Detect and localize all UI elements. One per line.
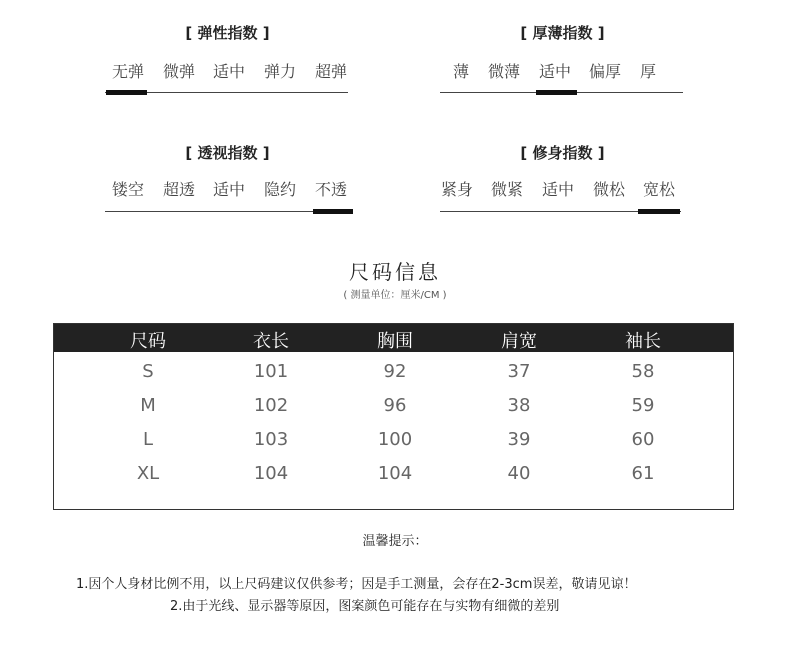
table-cell: 103	[253, 429, 289, 450]
table-cell: 39	[507, 429, 531, 450]
fit-option: 微松	[592, 180, 626, 199]
table-cell: 92	[383, 361, 407, 382]
fit-option: 紧身	[440, 180, 474, 199]
transparency-index	[105, 143, 350, 199]
table-cell: 60	[631, 429, 655, 450]
thickness-option: 厚	[639, 62, 657, 81]
table-row	[54, 361, 733, 385]
transparency-index-title: [ 透视指数 ]	[185, 144, 270, 162]
thickness-option: 微薄	[487, 62, 521, 81]
table-row	[54, 463, 733, 487]
table-row	[54, 395, 733, 419]
table-cell: 37	[507, 361, 531, 382]
elasticity-selected-marker	[106, 90, 147, 95]
tips-title: 温馨提示：	[362, 534, 428, 549]
transparency-option: 隐约	[263, 180, 297, 199]
transparency-option: 镂空	[111, 180, 145, 199]
table-cell: 38	[507, 395, 531, 416]
size-info-unit: ( 测量单位：厘米/CM )	[343, 290, 447, 301]
table-cell: 104	[377, 463, 413, 484]
thickness-option: 薄	[452, 62, 470, 81]
elasticity-option: 无弹	[111, 62, 145, 81]
table-cell: 58	[631, 361, 655, 382]
elasticity-option: 超弹	[314, 62, 348, 81]
thickness-option: 偏厚	[588, 62, 622, 81]
table-cell: XL	[136, 463, 160, 484]
transparency-option: 适中	[212, 180, 246, 199]
table-row	[54, 429, 733, 453]
elasticity-index	[105, 23, 350, 81]
elasticity-option: 适中	[212, 62, 246, 81]
transparency-option: 不透	[314, 180, 348, 199]
tip-line-2: 2.由于光线、显示器等原因，图案颜色可能存在与实物有细微的差别	[170, 599, 560, 614]
table-cell: 104	[253, 463, 289, 484]
thickness-index-title: [ 厚薄指数 ]	[520, 24, 605, 42]
elasticity-index-title: [ 弹性指数 ]	[185, 24, 270, 42]
fit-index-title: [ 修身指数 ]	[520, 144, 605, 162]
fit-option: 宽松	[642, 180, 676, 199]
table-cell: 40	[507, 463, 531, 484]
elasticity-option: 弹力	[263, 62, 297, 81]
table-cell: 101	[253, 361, 289, 382]
table-cell: L	[142, 429, 154, 450]
thickness-selected-marker	[536, 90, 577, 95]
header-cell-size: 尺码	[130, 331, 166, 352]
table-cell: M	[140, 395, 156, 416]
fit-selected-marker	[638, 209, 680, 214]
thickness-index	[440, 23, 685, 81]
size-table	[53, 323, 734, 510]
header-cell-sleeve: 袖长	[625, 331, 661, 352]
thickness-option: 适中	[538, 62, 572, 81]
fit-option: 适中	[541, 180, 575, 199]
size-info-title: 尺码信息	[349, 260, 441, 284]
header-cell-length: 衣长	[253, 331, 289, 352]
fit-option: 微紧	[490, 180, 524, 199]
table-cell: S	[142, 361, 154, 382]
table-cell: 100	[377, 429, 413, 450]
transparency-selected-marker	[313, 209, 353, 214]
table-cell: 96	[383, 395, 407, 416]
size-table-header	[54, 324, 733, 352]
table-cell: 61	[631, 463, 655, 484]
elasticity-option: 微弹	[162, 62, 196, 81]
header-cell-chest: 胸围	[377, 331, 413, 352]
transparency-option: 超透	[162, 180, 196, 199]
table-cell: 102	[253, 395, 289, 416]
header-cell-shoulder: 肩宽	[501, 331, 537, 352]
tip-line-1: 1.因个人身材比例不用，以上尺码建议仅供参考；因是手工测量，会存在2-3cm误差，敬请见谅！	[76, 577, 637, 592]
fit-index	[440, 143, 685, 199]
table-cell: 59	[631, 395, 655, 416]
